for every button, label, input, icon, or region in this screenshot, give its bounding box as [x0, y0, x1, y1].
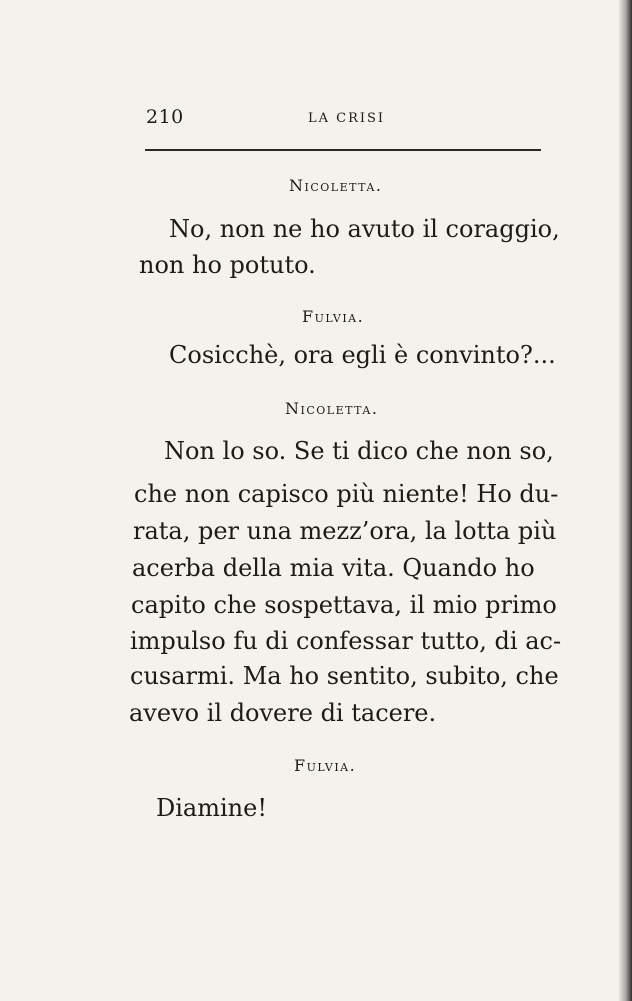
speech-line: acerba della mia vita. Quando ho [132, 554, 535, 582]
speaker-name: Fulvia. [294, 756, 357, 775]
speaker-name: Fulvia. [302, 307, 365, 326]
speech-line: Cosicchè, ora egli è convinto?... [169, 341, 556, 369]
speech-line: impulso fu di confessar tutto, di ac- [130, 627, 562, 655]
speaker-name: Nicoletta. [289, 176, 383, 195]
page-edge-shadow [618, 0, 632, 1001]
speech-line: No, non ne ho avuto il coraggio, [169, 215, 560, 243]
speech-line: che non capisco più niente! Ho du- [134, 480, 559, 508]
speech-line: non ho potuto. [139, 251, 316, 279]
speaker-name: Nicoletta. [285, 399, 379, 418]
running-title: LA CRISI [308, 111, 386, 126]
header-rule [145, 149, 541, 151]
speech-line: avevo il dovere di tacere. [129, 699, 437, 727]
page-header [146, 106, 540, 136]
speech-line: Non lo so. Se ti dico che non so, [164, 437, 554, 465]
speech-line: Diamine! [156, 794, 267, 822]
speech-line: cusarmi. Ma ho sentito, subito, che [130, 662, 559, 690]
page-number: 210 [146, 106, 184, 128]
speech-line: capito che sospettava, il mio primo [131, 591, 557, 619]
speech-line: rata, per una mezz’ora, la lotta più [133, 517, 557, 545]
